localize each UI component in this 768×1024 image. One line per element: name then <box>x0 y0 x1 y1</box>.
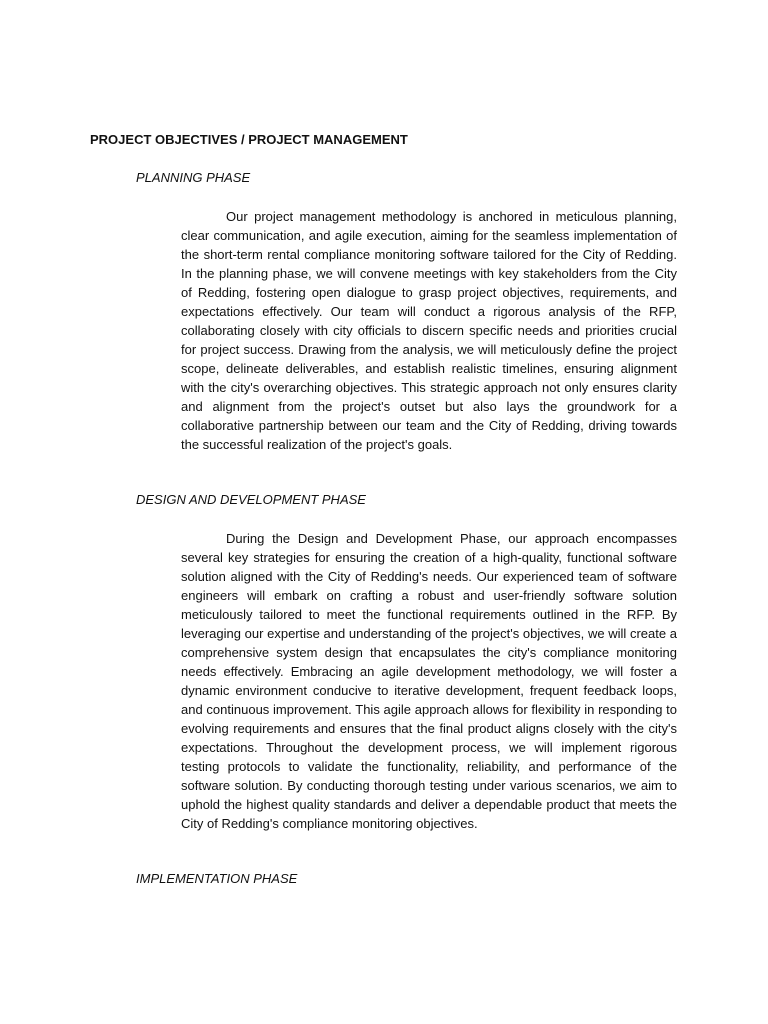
section-heading-implementation: IMPLEMENTATION PHASE <box>136 871 298 886</box>
section-heading-planning: PLANNING PHASE <box>136 170 251 185</box>
paragraph-design-development: During the Design and Development Phase, our approach encompasses several key strategies for ensuring the creation of a high-quality, functional software solution aligned with the City of Redding's needs. Our experienced team of software engineers will embark on crafting a robust and user-friendly software solution meticulously tailored to meet the functional requirements outlined in the RFP. By leveraging our expertise and understanding of the project's objectives, we will create a comprehensive system design that encapsulates the city's compliance monitoring needs effectively. Embracing an agile development methodology, we will foster a dynamic environment conducive to iterative development, frequent feedback loops, and continuous improvement. This agile approach allows for flexibility in responding to evolving requirements and ensures that the final product aligns closely with the city's expectations. Throughout the development process, we will implement rigorous testing protocols to validate the functionality, reliability, and performance of the software solution. By conducting thorough testing under various scenarios, we aim to uphold the highest quality standards and deliver a dependable product that meets the City of Redding's compliance monitoring objectives. <box>181 531 677 831</box>
paragraph-planning: Our project management methodology is anchored in meticulous planning, clear communication, and agile execution, aiming for the seamless implementation of the short-term rental compliance monitoring software tailored for the City of Redding. In the planning phase, we will convene meetings with key stakeholders from the City of Redding, fostering open dialogue to grasp project objectives, requirements, and expectations effectively. Our team will conduct a rigorous analysis of the RFP, collaborating closely with city officials to discern specific needs and priorities crucial for project success. Drawing from the analysis, we will meticulously define the project scope, delineate deliverables, and establish realistic timelines, ensuring alignment with the city's overarching objectives. This strategic approach not only ensures clarity and alignment from the project's outset but also lays the groundwork for a collaborative partnership between our team and the City of Redding, driving towards the successful realization of the project's goals. <box>181 209 677 452</box>
section-heading-design-development: DESIGN AND DEVELOPMENT PHASE <box>136 492 366 507</box>
document-title: PROJECT OBJECTIVES / PROJECT MANAGEMENT <box>90 132 408 147</box>
